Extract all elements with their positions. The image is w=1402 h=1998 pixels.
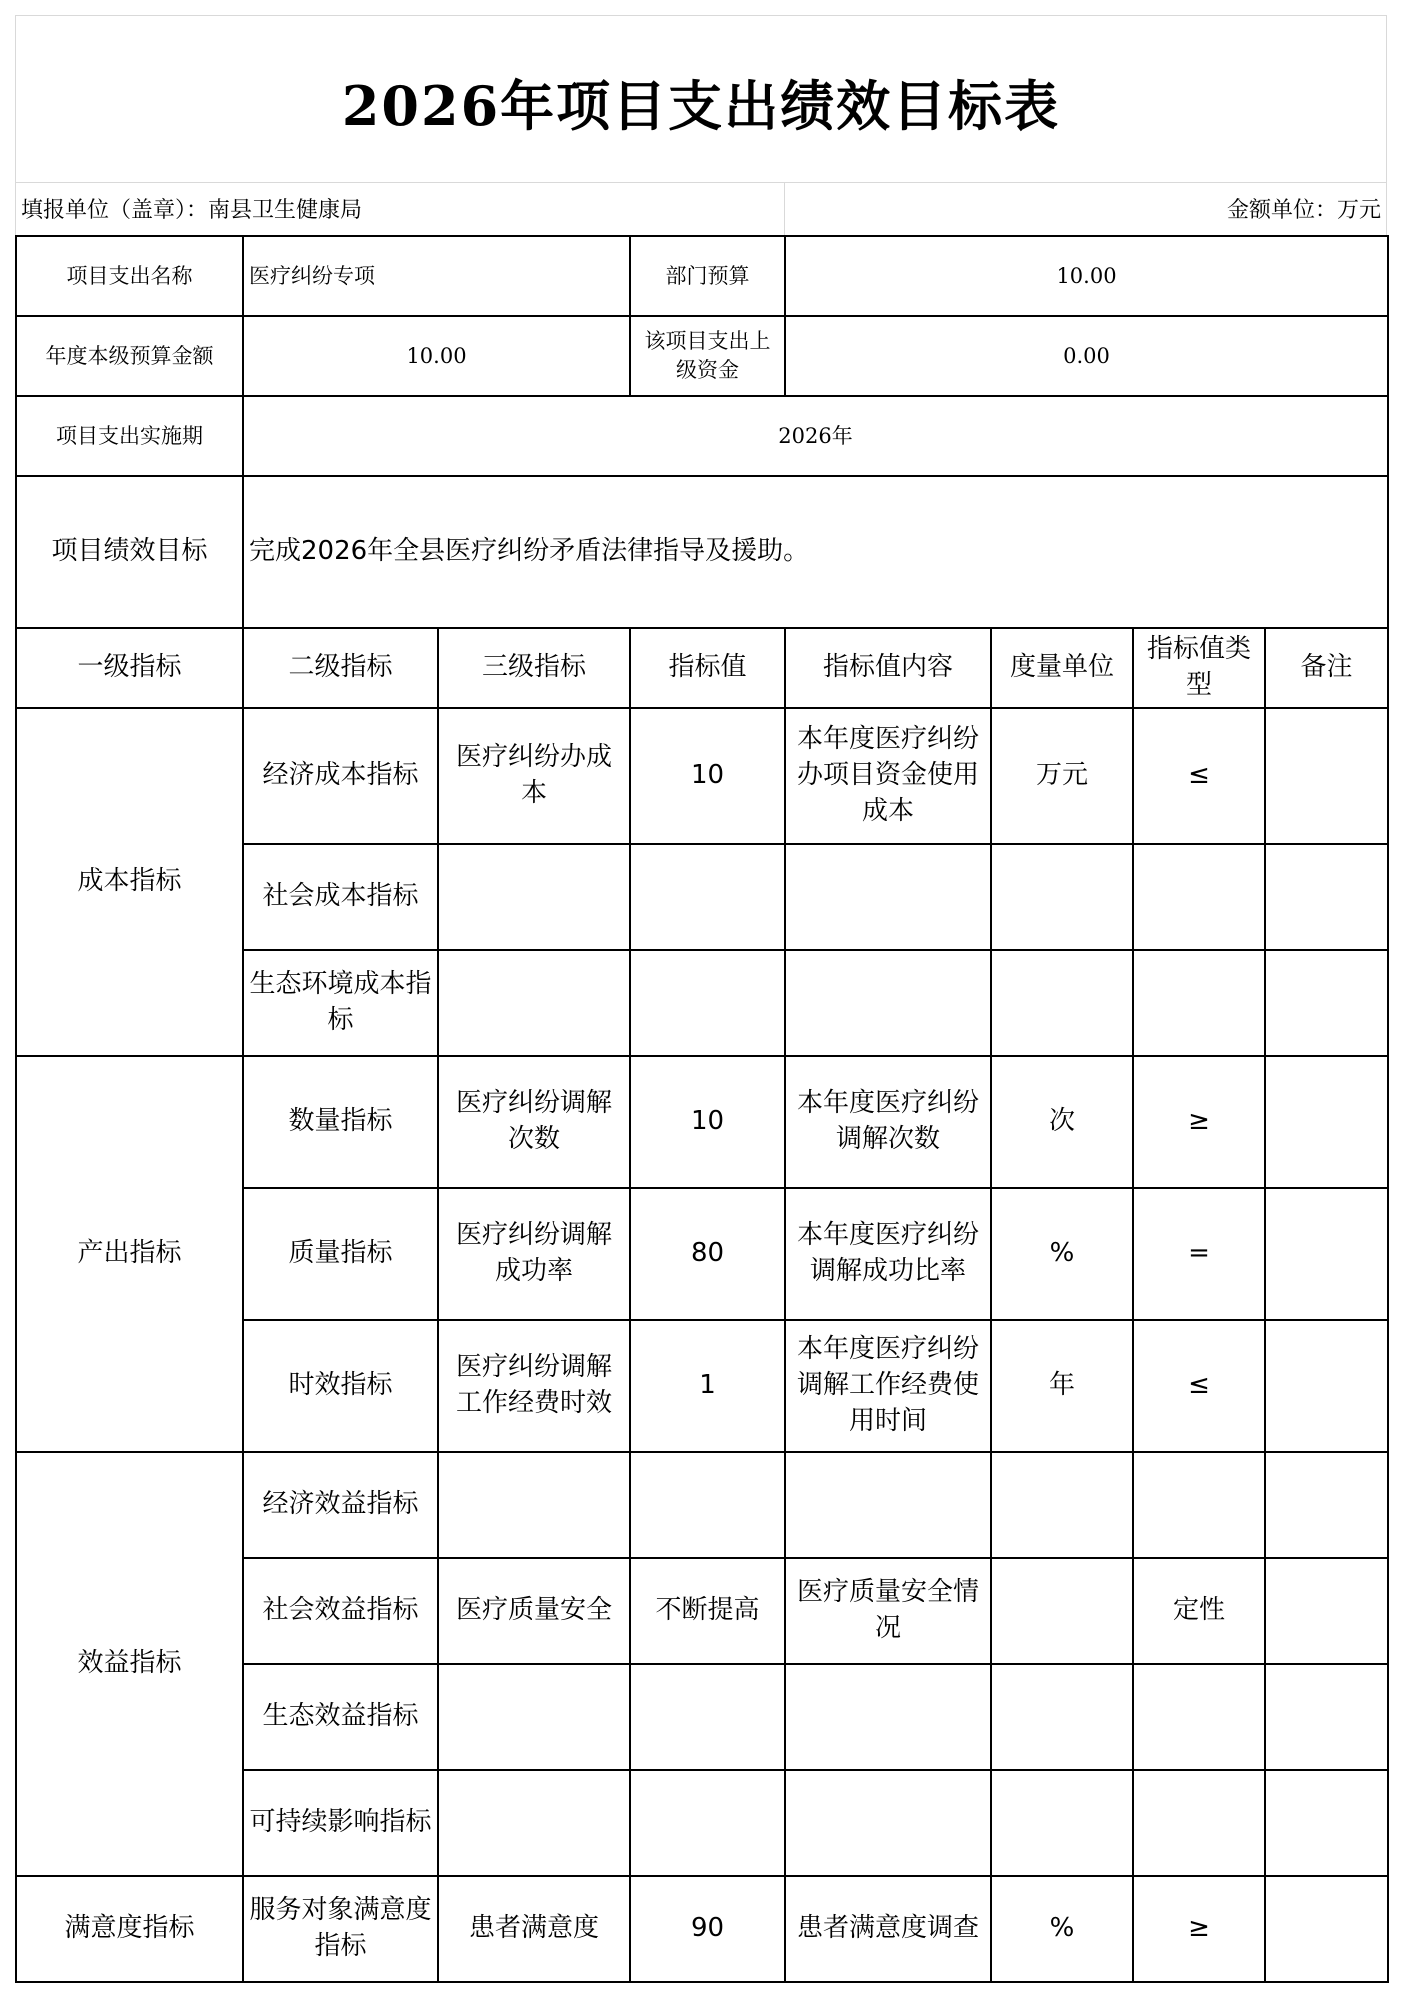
cell-content: 医疗质量安全情况 [785, 1558, 991, 1664]
cell-l3 [438, 1452, 630, 1558]
cell-value [630, 1452, 785, 1558]
cell-content [785, 1770, 991, 1876]
header-level3: 三级指标 [438, 628, 630, 708]
cell-note [1265, 1876, 1388, 1982]
header-unit: 度量单位 [991, 628, 1133, 708]
group-satisfaction: 满意度指标 [16, 1876, 243, 1982]
cell-l2: 社会成本指标 [243, 844, 438, 950]
table-row [16, 708, 1388, 844]
annual-budget-value: 10.00 [243, 316, 630, 396]
title-box [15, 15, 1387, 183]
cell-type [1133, 1452, 1265, 1558]
cell-l3: 医疗质量安全 [438, 1558, 630, 1664]
table-row [16, 1452, 1388, 1558]
cell-unit: % [991, 1876, 1133, 1982]
cell-content: 本年度医疗纠纷调解成功比率 [785, 1188, 991, 1320]
cell-l3 [438, 1664, 630, 1770]
cell-note [1265, 1320, 1388, 1452]
project-name-label: 项目支出名称 [16, 236, 243, 316]
cell-l2: 生态环境成本指标 [243, 950, 438, 1056]
cell-note [1265, 1664, 1388, 1770]
cell-l2: 生态效益指标 [243, 1664, 438, 1770]
cell-l3: 医疗纠纷办成本 [438, 708, 630, 844]
cell-l2: 时效指标 [243, 1320, 438, 1452]
cell-value: 80 [630, 1188, 785, 1320]
cell-l3: 医疗纠纷调解次数 [438, 1056, 630, 1188]
cell-type [1133, 1770, 1265, 1876]
cell-unit: 年 [991, 1320, 1133, 1452]
cell-l3: 医疗纠纷调解工作经费时效 [438, 1320, 630, 1452]
cell-l3 [438, 1770, 630, 1876]
cell-value [630, 950, 785, 1056]
cell-value [630, 1770, 785, 1876]
table-row [16, 1056, 1388, 1188]
cell-type: 定性 [1133, 1558, 1265, 1664]
cell-unit [991, 1770, 1133, 1876]
cell-note [1265, 708, 1388, 844]
header-row [16, 628, 1388, 708]
cell-note [1265, 950, 1388, 1056]
cell-content: 本年度医疗纠纷调解工作经费使用时间 [785, 1320, 991, 1452]
goal-row [16, 476, 1388, 628]
header-type: 指标值类型 [1133, 628, 1265, 708]
cell-type: ≤ [1133, 1320, 1265, 1452]
cell-l2: 经济成本指标 [243, 708, 438, 844]
cell-l3 [438, 950, 630, 1056]
dept-budget-value: 10.00 [785, 236, 1388, 316]
cell-l2: 可持续影响指标 [243, 1770, 438, 1876]
group-output: 产出指标 [16, 1056, 243, 1452]
cell-unit [991, 950, 1133, 1056]
cell-value [630, 1664, 785, 1770]
goal-value: 完成2026年全县医疗纠纷矛盾法律指导及援助。 [243, 476, 1388, 628]
period-value: 2026年 [243, 396, 1388, 476]
form-page [15, 15, 1387, 1985]
dept-budget-label: 部门预算 [630, 236, 785, 316]
superior-funds-label: 该项目支出上级资金 [630, 316, 785, 396]
cell-note [1265, 1188, 1388, 1320]
meta-row [15, 183, 1387, 235]
period-row [16, 396, 1388, 476]
annual-budget-label: 年度本级预算金额 [16, 316, 243, 396]
cell-note [1265, 1770, 1388, 1876]
amount-unit: 金额单位：万元 [1226, 198, 1381, 223]
project-name-row [16, 236, 1388, 316]
project-name-value: 医疗纠纷专项 [243, 236, 630, 316]
cell-l2: 数量指标 [243, 1056, 438, 1188]
cell-unit: 次 [991, 1056, 1133, 1188]
cell-value: 不断提高 [630, 1558, 785, 1664]
cell-type [1133, 1664, 1265, 1770]
cell-content: 患者满意度调查 [785, 1876, 991, 1982]
cell-type: = [1133, 1188, 1265, 1320]
group-benefit: 效益指标 [16, 1452, 243, 1876]
cell-unit [991, 1558, 1133, 1664]
header-content: 指标值内容 [785, 628, 991, 708]
cell-content [785, 950, 991, 1056]
cell-content: 本年度医疗纠纷调解次数 [785, 1056, 991, 1188]
cell-note [1265, 844, 1388, 950]
performance-table [15, 235, 1389, 1983]
cell-note [1265, 1558, 1388, 1664]
cell-value: 1 [630, 1320, 785, 1452]
cell-content [785, 844, 991, 950]
cell-value [630, 844, 785, 950]
annual-budget-row [16, 316, 1388, 396]
cell-l2: 服务对象满意度指标 [243, 1876, 438, 1982]
cell-content [785, 1664, 991, 1770]
cell-note [1265, 1056, 1388, 1188]
cell-unit [991, 844, 1133, 950]
header-value: 指标值 [630, 628, 785, 708]
table-row [16, 1876, 1388, 1982]
goal-label: 项目绩效目标 [16, 476, 243, 628]
group-cost: 成本指标 [16, 708, 243, 1056]
header-note: 备注 [1265, 628, 1388, 708]
cell-l2: 经济效益指标 [243, 1452, 438, 1558]
cell-type [1133, 950, 1265, 1056]
cell-l3 [438, 844, 630, 950]
cell-note [1265, 1452, 1388, 1558]
cell-content [785, 1452, 991, 1558]
cell-type [1133, 844, 1265, 950]
header-level1: 一级指标 [16, 628, 243, 708]
cell-type: ≥ [1133, 1876, 1265, 1982]
cell-unit: % [991, 1188, 1133, 1320]
superior-funds-value: 0.00 [785, 316, 1388, 396]
page-title: 2026年项目支出绩效目标表 [341, 73, 1061, 138]
cell-value: 90 [630, 1876, 785, 1982]
cell-type: ≥ [1133, 1056, 1265, 1188]
cell-content: 本年度医疗纠纷办项目资金使用成本 [785, 708, 991, 844]
cell-l3: 患者满意度 [438, 1876, 630, 1982]
cell-l3: 医疗纠纷调解成功率 [438, 1188, 630, 1320]
period-label: 项目支出实施期 [16, 396, 243, 476]
cell-l2: 质量指标 [243, 1188, 438, 1320]
reporting-unit: 填报单位（盖章）：南县卫生健康局 [21, 198, 363, 223]
header-level2: 二级指标 [243, 628, 438, 708]
cell-l2: 社会效益指标 [243, 1558, 438, 1664]
cell-unit [991, 1664, 1133, 1770]
cell-value: 10 [630, 708, 785, 844]
cell-value: 10 [630, 1056, 785, 1188]
cell-type: ≤ [1133, 708, 1265, 844]
cell-unit: 万元 [991, 708, 1133, 844]
cell-unit [991, 1452, 1133, 1558]
